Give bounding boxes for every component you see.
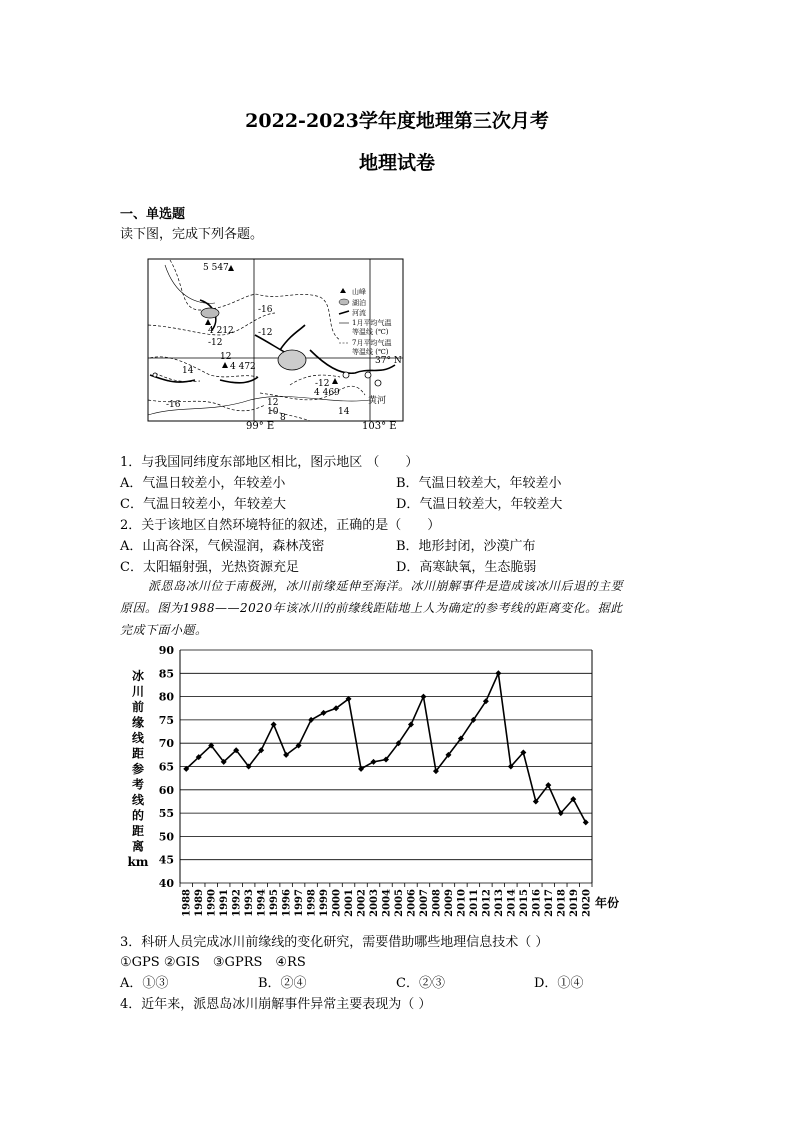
q1-option-b[interactable]: B．气温日较差大，年较差小 — [396, 476, 562, 491]
y-axis-label-char: 线 — [131, 731, 145, 745]
x-tick-label: 2001 — [344, 889, 356, 917]
isotherm-label: 10 — [267, 407, 279, 417]
y-axis-label-char: 距 — [131, 746, 145, 761]
river-label: 黄河 — [368, 396, 387, 406]
x-tick-label: 2020 — [581, 889, 593, 917]
passage-line: 派恩岛冰川位于南极洲，冰川前缘延伸至海洋。冰川崩解事件是造成该冰川后退的主要 — [148, 579, 624, 593]
x-tick-label: 2015 — [518, 889, 530, 917]
q3-choices-line: ①GPS ②GIS ③GPRS ④RS — [120, 955, 306, 970]
q3-option-a[interactable]: A．①③ — [120, 976, 169, 991]
isotherm-label: -12 — [315, 379, 330, 389]
longitude-label: 99° E — [246, 421, 275, 432]
peak-icon — [332, 378, 338, 384]
legend-peak-icon — [340, 288, 346, 293]
peak-icon — [205, 319, 211, 325]
svg-text:湖泊: 湖泊 — [352, 299, 366, 307]
y-axis-label-char: 考 — [131, 777, 145, 792]
peak-label: 4 212 — [208, 326, 234, 336]
x-tick-label: 2004 — [381, 889, 393, 917]
q2-option-c[interactable]: C．太阳辐射强，光热资源充足 — [120, 560, 299, 575]
x-tick-label: 1993 — [244, 889, 256, 917]
lake-qinghai — [278, 350, 306, 370]
y-axis-label-char: 离 — [131, 839, 145, 854]
x-axis-label: 年份 — [595, 896, 620, 910]
longitude-label: 103° E — [362, 421, 397, 432]
x-tick-label: 1998 — [306, 889, 318, 917]
y-axis-label-char: 川 — [131, 684, 145, 699]
data-point — [271, 722, 277, 728]
chart-grid — [180, 650, 592, 887]
data-point — [420, 694, 426, 700]
isotherm-label: -12 — [208, 338, 223, 348]
y-axis-label-char: 缘 — [131, 715, 145, 730]
y-tick-label: 55 — [158, 807, 174, 821]
x-tick-label: 2011 — [468, 889, 480, 917]
page-subtitle: 地理试卷 — [358, 152, 435, 174]
data-point — [321, 710, 327, 716]
series-points — [183, 670, 589, 825]
map-legend — [339, 287, 391, 356]
question-1-stem: 1．与我国同纬度东部地区相比，图示地区 （ ） — [120, 455, 419, 470]
x-tick-label: 2006 — [406, 889, 418, 917]
x-tick-label: 2010 — [456, 889, 468, 917]
y-axis-label-char: 的 — [131, 808, 145, 823]
isotherm-label: -12 — [258, 328, 273, 338]
peak-label: 4 472 — [230, 362, 256, 372]
peak-label: 5 547 — [203, 263, 229, 273]
x-tick-label: 2008 — [431, 889, 443, 917]
isotherm-label: -16 — [258, 305, 273, 315]
section-instruction: 读下图，完成下列各题。 — [120, 227, 264, 242]
data-point — [308, 717, 314, 723]
x-tick-label: 1995 — [269, 889, 281, 917]
isotherm-label: 14 — [338, 407, 350, 417]
q2-option-a[interactable]: A．山高谷深，气候湿润，森林茂密 — [120, 539, 325, 554]
y-tick-label: 70 — [158, 737, 174, 751]
x-tick-label: 2007 — [418, 889, 430, 917]
peak-icon — [222, 362, 228, 368]
q3-option-c[interactable]: C．②③ — [396, 976, 445, 991]
y-tick-label: 90 — [158, 644, 174, 657]
data-point — [583, 819, 589, 825]
x-tick-label: 1999 — [319, 889, 331, 917]
x-tick-label: 2012 — [481, 889, 493, 917]
svg-text:1月平均气温: 1月平均气温 — [352, 319, 392, 327]
x-tick-label: 1997 — [294, 889, 306, 917]
x-tick-label: 2018 — [556, 889, 568, 917]
peak-label: 4 469 — [314, 388, 340, 398]
x-tick-label: 2019 — [568, 889, 580, 917]
svg-text:等温线 (℃): 等温线 (℃) — [352, 348, 389, 356]
x-tick-label: 1990 — [206, 889, 218, 917]
latitude-label: 37° N — [375, 356, 402, 366]
q3-option-d[interactable]: D．①④ — [534, 976, 584, 991]
y-tick-label: 85 — [158, 667, 174, 681]
y-axis-label — [127, 668, 148, 869]
q2-option-b[interactable]: B．地形封闭，沙漠广布 — [396, 539, 536, 554]
lake-small — [201, 308, 219, 318]
y-tick-label: 80 — [158, 690, 174, 704]
y-tick-label: 65 — [158, 760, 174, 774]
x-tick-label: 2000 — [331, 889, 343, 917]
x-tick-labels — [182, 889, 593, 917]
y-tick-label: 60 — [158, 783, 174, 797]
svg-text:7月平均气温: 7月平均气温 — [352, 339, 392, 347]
x-tick-label: 2009 — [443, 889, 455, 917]
isotherm-label: 12 — [220, 352, 232, 362]
q3-option-b[interactable]: B．②④ — [258, 976, 307, 991]
y-axis-label-char: 前 — [131, 700, 145, 714]
x-tick-label: 2016 — [531, 889, 543, 917]
legend-lake-icon — [339, 299, 349, 305]
y-axis-label-char: 距 — [131, 824, 145, 838]
passage-line: 原因。图为1988——2020年该冰川的前缘线距陆地上人为确定的参考线的距离变化。据此 — [120, 601, 623, 615]
x-tick-label: 1991 — [219, 889, 231, 917]
y-axis-label-char: km — [127, 855, 149, 869]
question-4-stem: 4．近年来，派恩岛冰川崩解事件异常主要表现为（ ） — [120, 997, 432, 1012]
x-tick-label: 2005 — [393, 889, 405, 917]
x-tick-label: 2017 — [543, 889, 555, 917]
svg-text:河流: 河流 — [352, 309, 366, 317]
svg-text:山峰: 山峰 — [352, 288, 366, 296]
question-3-stem: 3．科研人员完成冰川前缘线的变化研究，需要借助哪些地理信息技术（ ） — [120, 935, 549, 950]
y-axis-label-char: 参 — [131, 762, 145, 776]
passage-line: 完成下面小题。 — [120, 623, 208, 637]
x-tick-label: 1994 — [256, 889, 268, 917]
isotherm-label: -16 — [166, 400, 181, 410]
q1-option-d[interactable]: D．气温日较差大，年较差大 — [396, 497, 563, 512]
y-tick-label: 40 — [158, 877, 174, 890]
data-point — [371, 759, 377, 765]
page-title: 2022-2023学年度地理第三次月考 — [245, 110, 549, 132]
x-tick-label: 1992 — [231, 889, 243, 917]
q1-option-a[interactable]: A．气温日较差小，年较差小 — [120, 476, 286, 491]
isotherm-label: 14 — [182, 366, 194, 376]
x-tick-label: 1988 — [181, 889, 193, 917]
y-tick-label: 45 — [158, 853, 174, 867]
section-heading: 一、单选题 — [120, 207, 186, 222]
series-line — [186, 673, 586, 822]
y-tick-label: 50 — [158, 830, 174, 844]
isotherm-label: 12 — [267, 398, 279, 408]
region-map — [140, 255, 410, 435]
x-tick-label: 1989 — [194, 889, 206, 917]
y-tick-label: 75 — [158, 713, 174, 727]
x-tick-label: 2014 — [506, 889, 518, 917]
q2-option-d[interactable]: D．高寒缺氧，生态脆弱 — [396, 560, 537, 575]
x-tick-label: 2003 — [369, 889, 381, 917]
svg-text:等温线 (℃): 等温线 (℃) — [352, 328, 389, 336]
x-tick-label: 2002 — [356, 889, 368, 917]
x-tick-label: 1996 — [281, 889, 293, 917]
question-2-stem: 2．关于该地区自然环境特征的叙述，正确的是（ ） — [120, 518, 441, 533]
legend-river-icon — [339, 311, 349, 314]
glacier-distance-chart — [120, 640, 640, 925]
y-tick-labels — [159, 644, 175, 890]
y-axis-label-char: 冰 — [131, 669, 145, 683]
q1-option-c[interactable]: C．气温日较差小，年较差大 — [120, 497, 286, 512]
peak-markers — [205, 265, 338, 384]
y-axis-label-char: 线 — [131, 793, 145, 807]
data-point — [495, 670, 501, 676]
x-tick-label: 2013 — [493, 889, 505, 917]
peak-icon — [228, 265, 234, 271]
isotherm-label: 8 — [280, 413, 286, 423]
